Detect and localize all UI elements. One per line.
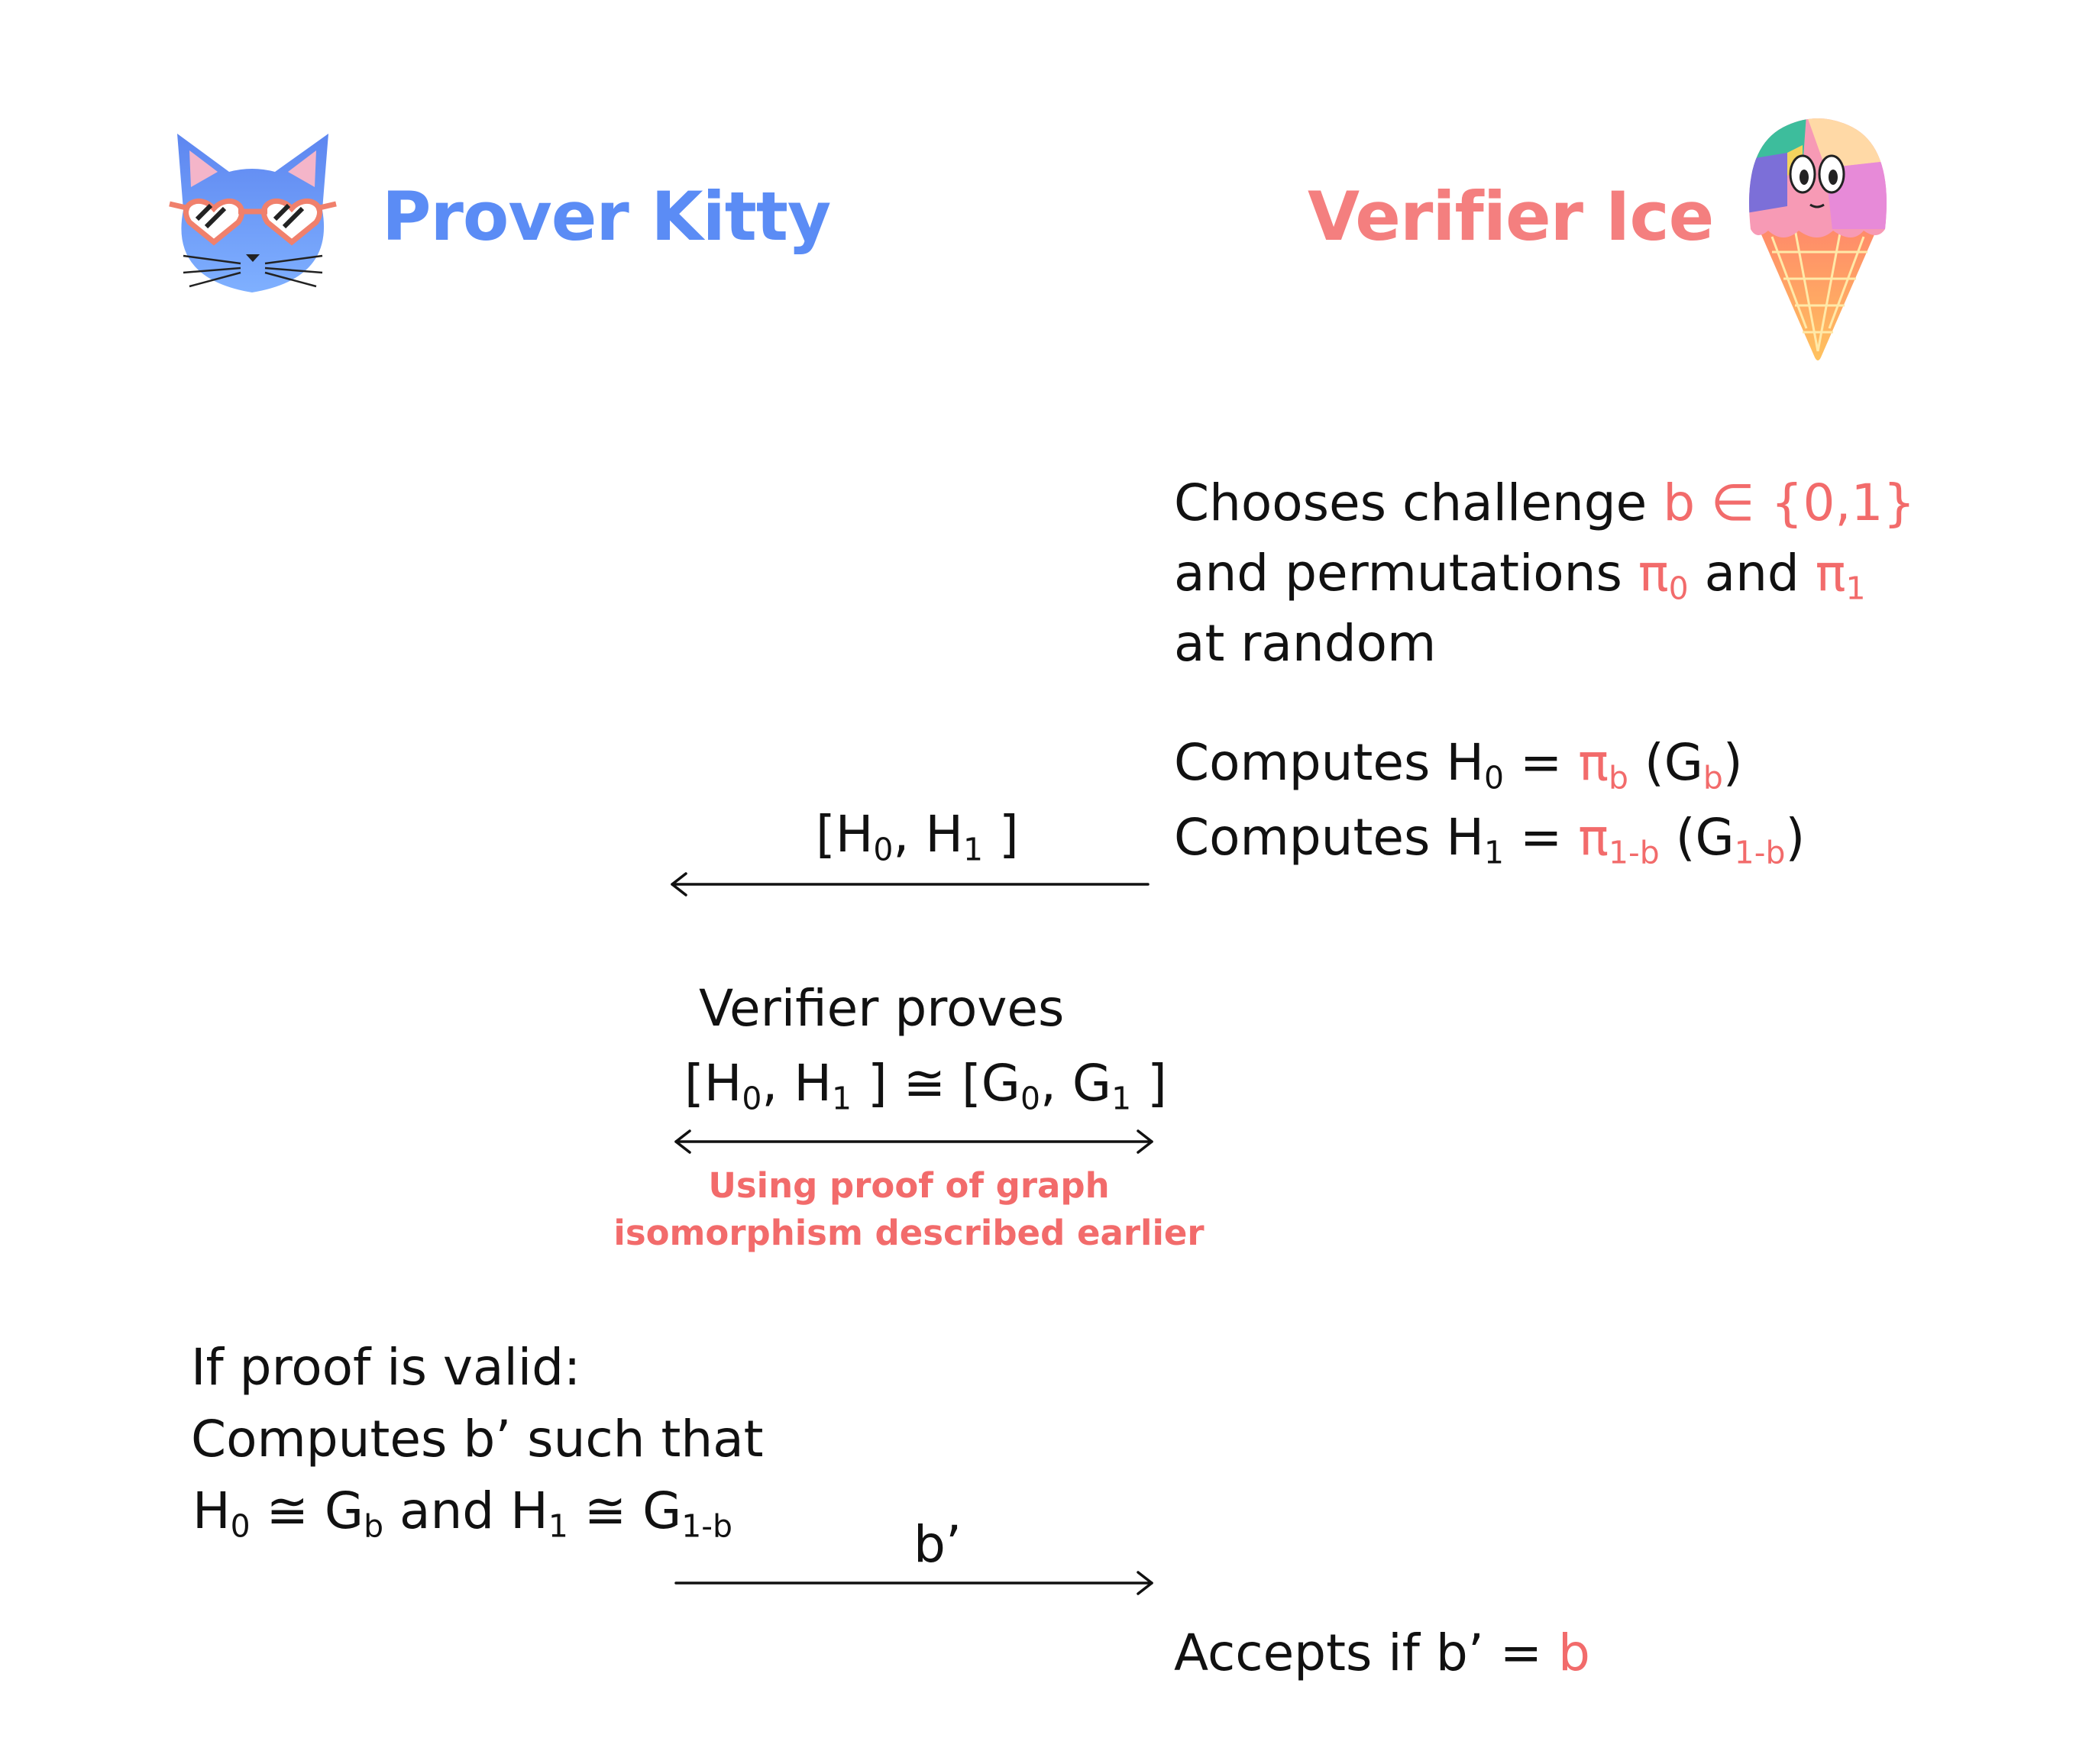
prover-check-line-3: $H_0$ ≅ $G_b$ and $H_1$ ≅ $G_{1-b}$ <box>192 1481 733 1545</box>
verifier-proves-statement: [$H_0$, $H_1$ ] ≅ [$G_0$, $G_1$ ] <box>684 1054 1167 1117</box>
arrow-left-message-1 <box>672 874 1148 895</box>
challenge-text: Chooses challenge <box>1174 473 1664 532</box>
message-2-label: b’ <box>914 1515 962 1574</box>
arrow-bidirectional-proof <box>676 1131 1152 1152</box>
arrow-right-message-2 <box>676 1572 1152 1594</box>
pi-0: $\pi_0$ <box>1638 544 1689 607</box>
note-line-1: Using proof of graph <box>708 1165 1110 1206</box>
note-line-2: isomorphism described earlier <box>613 1213 1205 1253</box>
prover-check-line-2: Computes b’ such that <box>191 1410 764 1468</box>
challenge-bit: b ∈ {0,1} <box>1663 473 1916 532</box>
compute-h0: Computes $H_0 = \pi_b$ $(G_b)$ <box>1174 733 1743 796</box>
verifier-proves-title: Verifier proves <box>699 979 1065 1038</box>
verifier-title: Verifier Ice <box>1308 177 1714 256</box>
prover-check-line-1: If proof is valid: <box>191 1338 581 1397</box>
challenge-line-3: at random <box>1174 614 1437 673</box>
pi-1: $\pi_1$ <box>1815 544 1866 607</box>
message-1-label: [$H_0$, $H_1$ ] <box>816 805 1019 868</box>
permutations-text: and permutations <box>1174 544 1638 603</box>
compute-h1: Computes $H_1 = \pi_{1-b}$ $(G_{1-b})$ <box>1174 808 1806 871</box>
prover-title: Prover Kitty <box>382 177 831 256</box>
accept-condition: Accepts if b’ = b <box>1174 1623 1590 1682</box>
and-text: and <box>1688 544 1816 603</box>
